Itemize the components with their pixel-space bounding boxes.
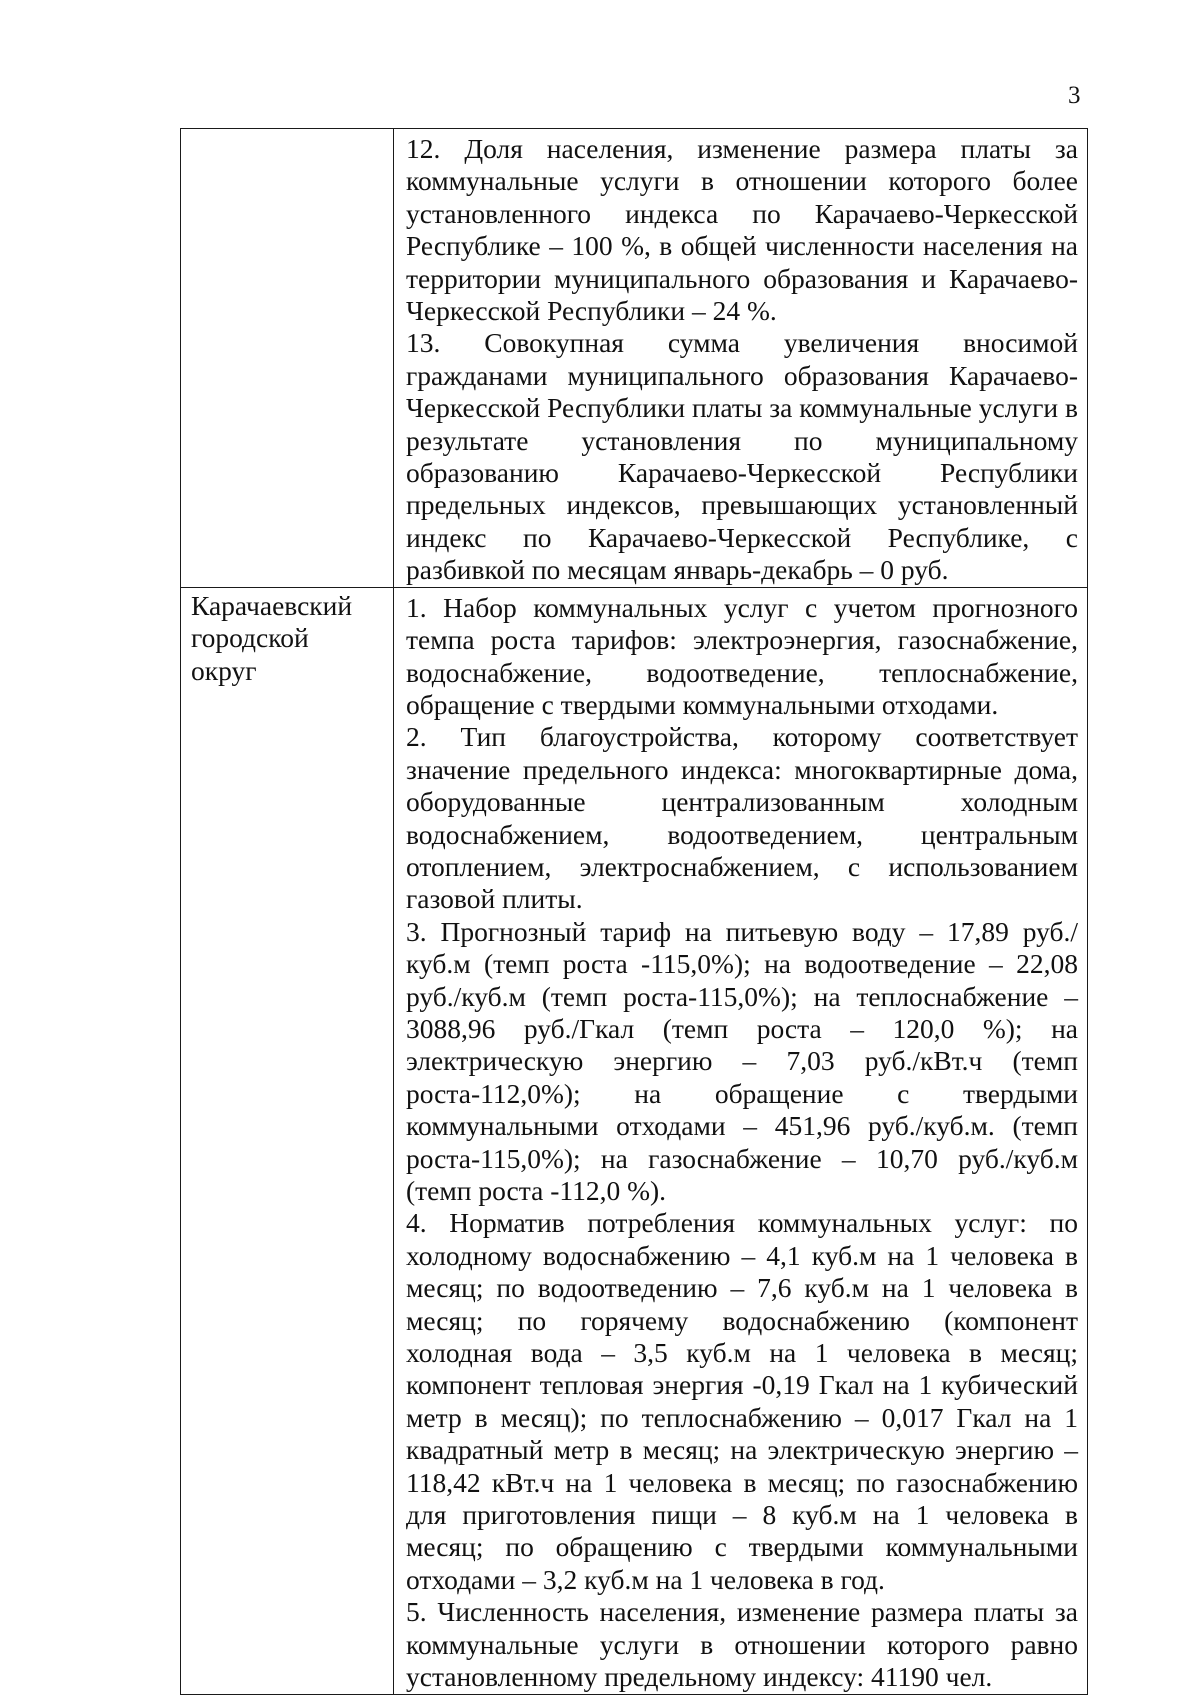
district-cell [181,129,394,588]
indicators-cell [394,587,1088,1694]
page-number: 3 [1068,82,1081,109]
indicator-paragraph-5: 5. Численность населения, изменение размера платы за коммунальные услуги в отношении которого равно установленному предельному индексу: 41190 чел. [406,1596,1078,1693]
table-row [181,587,1088,1694]
indicators-table [180,128,1088,1695]
table-row [181,129,1088,588]
indicator-paragraph-4: 4. Норматив потребления коммунальных услуг: по холодному водоснабжению – 4,1 куб.м на 1 человека в месяц; по водоотведению – 7,6 куб.м на 1 человека в месяц; по горячему водоснабжению (компонент холодная вода – 3,5 куб.м на 1 человека в месяц; компонент тепловая энергия -0,19 Гкал на 1 кубический метр в месяц); по теплоснабжению – 0,017 Гкал на 1 квадратный метр в месяц; на электрическую энергию – 118,42 кВт.ч на 1 человека в месяц; по газоснабжению для приготовления пищи – 8 куб.м на 1 человека в месяц; по обращению с твердыми коммунальными отходами – 3,2 куб.м на 1 человека в год. [406,1207,1078,1595]
indicator-paragraph-3: 3. Прогнозный тариф на питьевую воду – 17,89 руб./куб.м (темп роста -115,0%); на водоотведение – 22,08 руб./куб.м (темп роста-115,0%); на теплоснабжение –3088,96 руб./Гкал (темп роста – 120,0 %); на электрическую энергию – 7,03 руб./кВт.ч (темп роста-112,0%); на обращение с твердыми коммунальными отходами – 451,96 руб./куб.м. (темп роста-115,0%); на газоснабжение – 10,70 руб./куб.м (темп роста -112,0 %). [406,915,1078,1206]
district-name: Карачаевский городской округ [191,589,353,686]
indicator-paragraph-2: 2. Тип благоустройства, которому соответствует значение предельного индекса: многоквартирные дома, оборудованные централизованным холодным водоснабжением, водоотведением, центральным отоплением, электроснабжением, с использованием газовой плиты. [406,721,1078,915]
indicator-paragraph-12: 12. Доля населения, изменение размера платы за коммунальные услуги в отношении которого более установленного индекса по Карачаево-Черкесской Республике – 100 %, в общей численности населения на территории муниципального образования и Карачаево-Черкесской Республики – 24 %. [406,133,1078,327]
district-name [191,129,361,131]
indicators-cell [394,129,1088,588]
indicator-paragraph-1: 1. Набор коммунальных услуг с учетом прогнозного темпа роста тарифов: электроэнергия, газоснабжение, водоснабжение, водоотведение, теплоснабжение, обращение с твердыми коммунальными отходами. [406,591,1078,720]
district-cell [181,587,394,1694]
indicator-paragraph-13: 13. Совокупная сумма увеличения вносимой гражданами муниципального образования Карачаево-Черкесской Республики платы за коммунальные услуги в результате установления по муниципальному образованию Карачаево-Черкесской Республики предельных индексов, превышающих установленный индекс по Карачаево-Черкесской Республике, с разбивкой по месяцам январь-декабрь – 0 руб. [406,327,1078,586]
